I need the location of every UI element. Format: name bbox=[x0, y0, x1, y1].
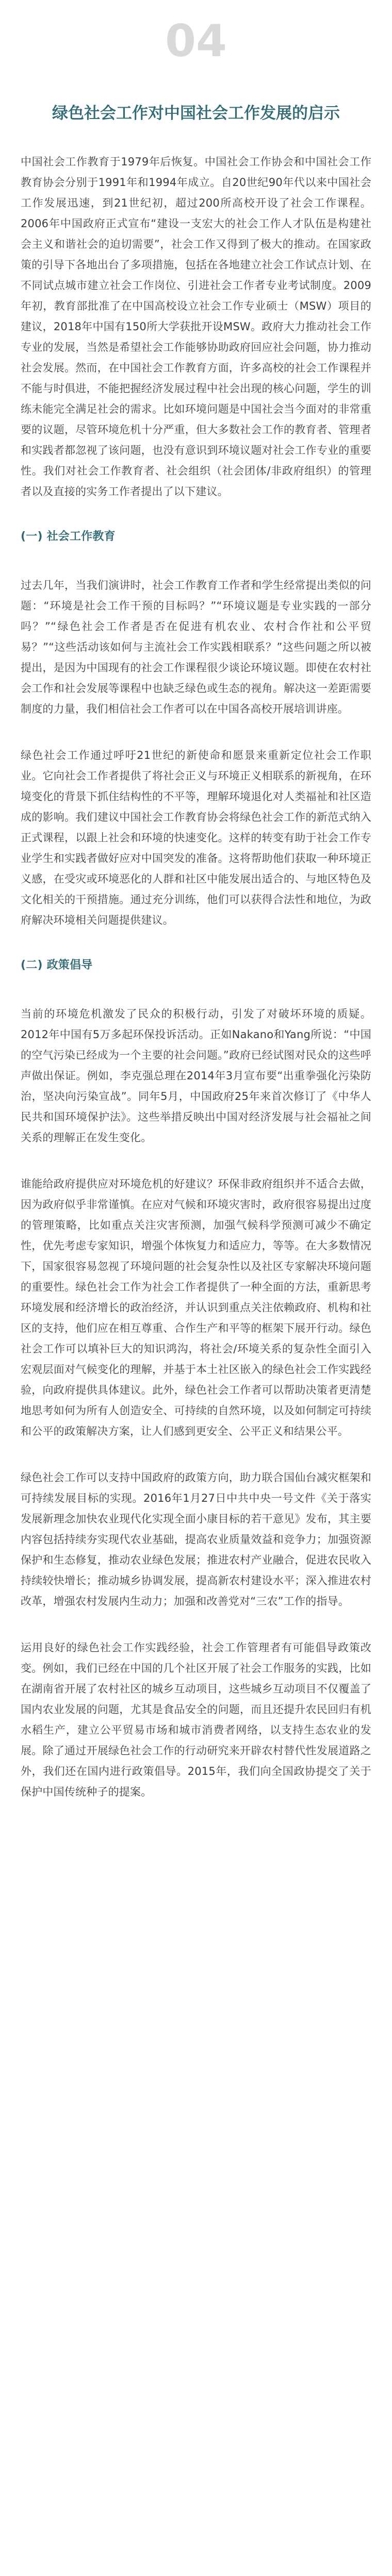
policy-paragraph-4: 运用良好的绿色社会工作实践经验，社会工作管理者有可能倡导政策改变。例如，我们已经在中国的几个社区开展了社会工作服务的实践，比如在湖南省开展了农村社区的城乡互动项目，这些城乡互动项目不仅覆盖了国内农业发展的问题，尤其是食品安全的问题，而且还提升农民回归有机水稻生产，建立公平贸易市场和城市消费者网络，以支持生态农业的发展。除了通过开展绿色社会工作的行动研究来开辟农村替代性发展道路之外，我们还在国内进行政策倡导。2015年，我们向全国政协提交了关于保护中国传统种子的提案。 bbox=[21, 1641, 371, 1798]
education-paragraph-2: 绿色社会工作通过呼吁21世纪的新使命和愿景来重新定位社会工作职业。它向社会工作者提供了将社会正义与环境正义相联系的新视角，在环境变化的背景下抓住结构性的不平等，理解环境退化对人类福祉和社区造成的影响。我们建议中国社会工作教育协会将绿色社会工作的新范式纳入正式课程，以跟上社会和环境的快速变化。这样的转变有助于社会工作专业学生和实践者做好应对中国突发的准备。这将帮助他们获取一种环境正义感，在受灾或环境恶化的人群和社区中能发展出适合的、与地区特色及文化相关的干预措施。通过充分训练，他们可以获得合法性和地位，为政府解决环境相关问题提供建议。 bbox=[21, 749, 371, 926]
chapter-number: 04 bbox=[165, 15, 227, 67]
policy-paragraph-2: 谁能给政府提供应对环境危机的好建议？环保非政府组织并不适合去做，因为政府似乎非常谨慎。在应对气候和环境灾害时，政府很容易提出过度的管理策略，比如重点关注灾害预测，加强气候科学预测可减少不确定性，优先考虑专家知识，增强个体恢复力和适应力，等等。在大多数情况下，国家很容易忽视了环境问题的社会复杂性以及社区专家解决环境问题的重要性。绿色社会工作为社会工作者提供了一种全面的方法，重新思考环境发展和经济增长的政治经济，并认识到重点关注依赖政府、机构和社区的支持，他们应在相互尊重、合作生产和平等的框架下展开行动。绿色社会工作可以填补巨大的知识鸿沟，将社会/环境关系的复杂性全面引入宏观层面对气候变化的理解，并基于本土社区嵌入的绿色社会工作实践经验，向政府提供具体建议。此外，绿色社会工作者可以帮助决策者更清楚地思考如何为所有人创造安全、可持续的自然环境，以及如何制定可持续和公平的政策解决方案，让人们感到更安全、公平正义和结果公平。 bbox=[21, 1178, 371, 1437]
policy-heading: (二) 政策倡导 bbox=[21, 959, 93, 972]
intro-paragraph: 中国社会工作教育于1979年后恢复。中国社会工作协会和中国社会工作教育协会分别于1991年和1994年成立。自20世纪90年代以来中国社会工作发展迅速，到21世纪初，超过200所高校开设了社会工作课程。2006年中国政府正式宣布“建设一支宏大的社会工作人才队伍是构建社会主义和谐社会的迫切需要”，社会工作又得到了极大的推动。在国家政策的引导下各地出台了多项措施，包括在各地建立社会工作试点计划、在不同试点城市建立社会工作岗位、引进社会工作者专业考试制度。2009年初，教育部批准了在中国高校设立社会工作专业硕士（MSW）项目的建议，2018年中国有150所大学获批开设MSW。政府大力推动社会工作专业的发展，当然是希望社会工作能够协助政府回应社会问题，协力推动社会发展。然而，在中国社会工作教育方面，许多高校的社会工作课程并不能与时俱进，不能把握经济发展过程中社会出现的核心问题，学生的训练未能完全满足社会的需求。比如环境问题是中国社会当今面对的非常重要的议题，尽管环境危机十分严重，但大多数社会工作的教育者、管理者和实践者都忽视了该问题，也没有意识到环境议题对社会工作专业的重要性。我们对社会工作教育者、社会组织（社会团体/非政府组织）的管理者以及直接的实务工作者提出了以下建议。 bbox=[21, 156, 371, 498]
education-paragraph-1: 过去几年，当我们演讲时，社会工作教育工作者和学生经常提出类似的问题：“环境是社会工作干预的目标吗？”“环境议题是专业实践的一部分吗？”“绿色社会工作者是否在促进有机农业、农村合作社和公平贸易？”“这些活动该如何与主流社会工作实践相联系？”这些问题之所以被提出，是因为中国现有的社会工作课程很少谈论环境议题。即使在农村社会工作和社会发展等课程中也缺乏绿色或生态的视角。解决这一差距需要制度的力量，我们相信社会工作者可以在中国各高校开展培训讲座。 bbox=[21, 579, 371, 715]
policy-paragraph-1: 当前的环境危机激发了民众的积极行动，引发了对破坏环境的质疑。2012年中国有5万多起环保投诉活动。正如Nakano和Yang所说：“中国的空气污染已经成为一个主要的社会问题。”政府已经试图对民众的这些呼声做出保证。例如，李克强总理在2014年3月宣布要“出重拳强化污染防治，坚决向污染宣战”。同年5月，中国政府25年来首次修订了《中华人民共和国环境保护法》。这些举措反映出中国对经济发展与社会福祉之间关系的理解正在发生变化。 bbox=[21, 1008, 371, 1144]
article-body bbox=[21, 151, 371, 1828]
education-heading: (一) 社会工作教育 bbox=[21, 530, 116, 543]
chapter-title: 绿色社会工作对中国社会工作发展的启示 bbox=[52, 104, 340, 123]
policy-paragraph-3: 绿色社会工作可以支持中国政府的政策方向，助力联合国仙台减灾框架和可持续发展目标的实现。2016年1月27日中共中央一号文件《关于落实发展新理念加快农业现代化实现全面小康目标的若干意见》发布，其主要内容包括持续夯实现代农业基础，提高农业质量效益和竞争力；加强资源保护和生态修复，推动农业绿色发展；推进农村产业融合，促进农民收入持续较快增长；推动城乡协调发展，提高新农村建设水平；深入推进农村改革，增强农村发展内生动力；加强和改善党对“三农”工作的指导。 bbox=[21, 1471, 371, 1607]
